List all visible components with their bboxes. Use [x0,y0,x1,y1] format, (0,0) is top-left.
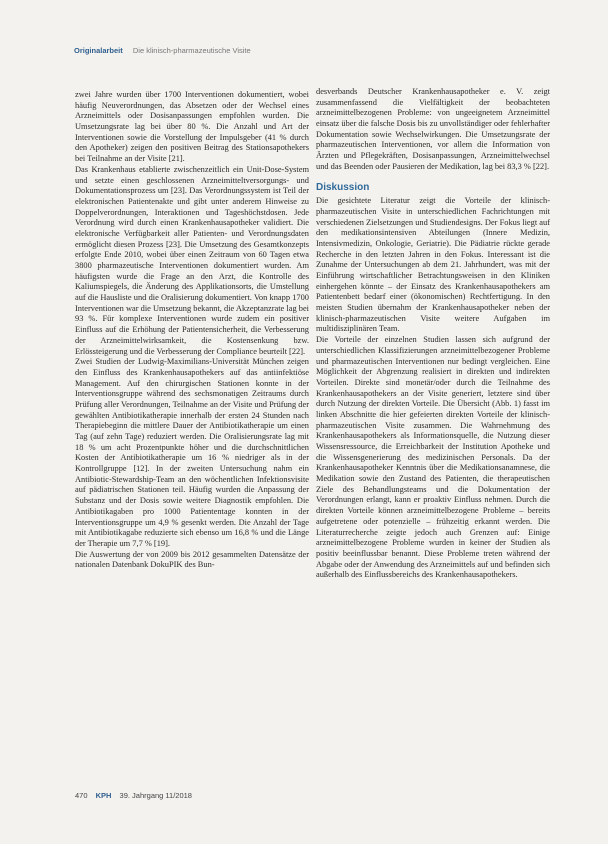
journal-name: KPH [95,791,112,800]
running-title: Die klinisch-pharmazeutische Visite [132,46,251,55]
body-paragraph: Die gesichtete Literatur zeigt die Vorteile der klinisch-pharmazeutischen Visite in unterschiedlichen Fachrichtungen mit verschiedenen Zielsetzungen und Studiendesigns. Der Fokus liegt auf den medikationsintensiven Abteilungen (Innere Medizin, Intensivmedizin, Onkologie, Geriatrie). Die Pädiatrie rückte gerade Recherche in den letzten Jahren in den Fokus. Interessant ist die Zunahme der Untersuchungen ab dem 21. Jahrhundert, was mit der Einführung wirtschaftlicher Betrachtungsweisen in den Kliniken einhergehen könnte – der Einsatz des Krankenhausapothekers am Patientenbett bedarf einer (ökonomischen) Rechtfertigung. In den meisten Studien übernahm der Krankenhausapotheker neben der klinisch-pharmazeutischen Visite weitere Aufgaben im multidisziplinären Team. [316,196,550,334]
right-column [316,87,550,581]
body-paragraph: Zwei Studien der Ludwig-Maximilians-Universität München zeigen den Einfluss des Krankenhausapothekers auf das antiinfektiöse Management. Auf den chirurgischen Stationen konnte in der Interventionsgruppe während des sechsmonatigen Zeitraums durch Prüfung aller Verordnungen, Teilnahme an der Visite und Prüfung der gewählten Antibiotikatherapie innerhalb der ersten 24 Stunden nach Therapiebeginn die mittlere Dauer der Antibiotikatherapie um einen Tag (auf zehn Tage) reduziert werden. Die Oralisierungsrate lag mit 18 % um acht Prozentpunkte höher und die durchschnittlichen Kosten der Antibiotikatherapie um 16 % niedriger als in der Kontrollgruppe [12]. In der zweiten Untersuchung nahm ein Antibiotic-Stewardship-Team an den wöchentlichen Infektionsvisite auf pädiatrischen Stationen teil. Häufig wurden die Anpassung der Substanz und der Dosis sowie weitere Diagnostik empfohlen. Die Antibiotikagaben pro 1000 Patiententage konnten in der Interventionsgruppe um 4,9 % gesenkt werden. Die Anzahl der Tage mit Antibiotikagabe reduzierte sich ebenso um 16,8 % und die Länge der Therapie um 7,7 % [19]. [75,357,309,548]
issue-info: 39. Jahrgang 11/2018 [119,791,192,800]
body-paragraph: Die Auswertung der von 2009 bis 2012 gesammelten Datensätze der nationalen Datenbank DokuPIK des Bun- [75,549,309,570]
body-paragraph: zwei Jahre wurden über 1700 Interventionen dokumentiert, wobei häufig Neuverordnungen, das Absetzen oder der Wechsel eines Arzneimittels oder Dosisanpassungen empfohlen wurden. Die Umsetzungsrate lag bei über 80 %. Die Anzahl und Art der Interventionen sowie die Vorstellung der Impulsgeber (41 % durch den Apotheker) zeigen den positiven Beitrag des Stationsapothekers bei Teilnahme an der Visite [21]. [75,90,309,164]
body-paragraph: desverbands Deutscher Krankenhausapotheker e. V. zeigt zusammenfassend die Vielfältigkeit der beobachteten arzneimittelbezogenen Probleme: von ungeeignetem Arzneimittel einsatz über die falsche Dosis bis zu unvollständiger oder fehlerhafter Dokumentation sowie Wechselwirkungen. Die Umsetzungsrate der pharmazeutischen Interventionen, vor allem die Information von Ärzten und Pflegekräften, Dosisanpassungen, Arzneimittelwechsel und das Beenden oder Pausieren der Medikation, lag bei 83,3 % [22]. [316,87,550,171]
running-header [74,46,251,55]
left-column [75,90,309,571]
body-paragraph: Das Krankenhaus etablierte zwischenzeitlich ein Unit-Dose-System und setzte einen geschlossenen Arzneimitteltversorgungs- und Dokumentationsprozess um [23]. Das Verordnungssystem ist Teil der elektronischen Patientenakte und gibt unter anderem Hinweise zu Doppelverordnungen, Interaktionen und Tageshöchstdosen. Jede Verordnung wird durch einen Krankenhausapotheker validiert. Die elektronische Verfügbarkeit aller Patienten- und Verordnungsdaten ermöglicht diesen Prozess [23]. Die Umsetzung des Gesamtkonzepts erfolgte Ende 2010, wobei über einen Zeitraum von 60 Tagen etwa 3800 pharmazeutische Interventionen dokumentiert wurden. Am häufigsten wurde die Frage an den Arzt, die Kontrolle des Kaliumspiegels, die Änderung des Applikationsorts, die Umstellung auf die Hausliste und die Oralisierung dokumentiert. Von knapp 1700 Interventionen war die Umsetzung bekannt, die Akzeptanzrate lag bei 93 %. Für komplexe Interventionen wurde zudem ein positiver Einfluss auf die Erhöhung der Patientensicherheit, die Verbesserung der Arzneimittelwirksamkeit, die Kostensenkung bzw. Erlössteigerung und die Verbesserung der Compliance beurteilt [22]. [75,164,309,356]
section-label: Originalarbeit [74,46,123,55]
body-paragraph: Die Vorteile der einzelnen Studien lassen sich aufgrund der unterschiedlichen Klassifizierungen arzneimittelbezogener Probleme und pharmazeutischen Interventionen nur bedingt vergleichen. Eine Möglichkeit der Abgrenzung realisiert in direkten und indirekten Vorteilen. Direkte sind monetär/oder durch die Teilnahme des Krankenhausapothekers an der Visite generiert, letztere sind über durch Nutzung der direkten Vorteile. Die Übersicht (Abb. 1) fasst im linken Abschnitte die hier gefeierten direkten Vorteile der klinisch-pharmazeutischen Visite zusammen. Die Wahrnehmung des Krankenhausapothekers als Informationsquelle, die Nutzung dieser Wissensressource, die Erreichbarkeit der Institution Apotheke und die Wissensgenerierung des medizinischen Personals. Da der Krankenhausapotheker Kenntnis über die Medikationsanamnese, die Medikation sowie den Zustand des Patienten, die therapeutischen Ziele des Behandlungsteams und die Dokumentation der Verordnungen erlangt, kann er proaktiv Einfluss nehmen. Durch die direkten Vorteile können arzneimittelbezogene Probleme – bereits aufgetretene oder potenzielle – frühzeitig erkannt werden. Die Literaturrecherche zeigte jedoch auch Grenzen auf: Einige arzneimittelbezogene Probleme wurden in keiner der Studien als positiv beeinflussbar benannt. Diese Probleme treten während der Abgabe oder der Anwendung des Arzneimittels auf und befinden sich außerhalb des Einflussbereichs des Krankenhausapothekers. [316,335,550,580]
page-number: 470 [75,791,88,800]
page-footer [75,791,192,800]
section-heading-discussion: Diskussion [316,181,370,193]
